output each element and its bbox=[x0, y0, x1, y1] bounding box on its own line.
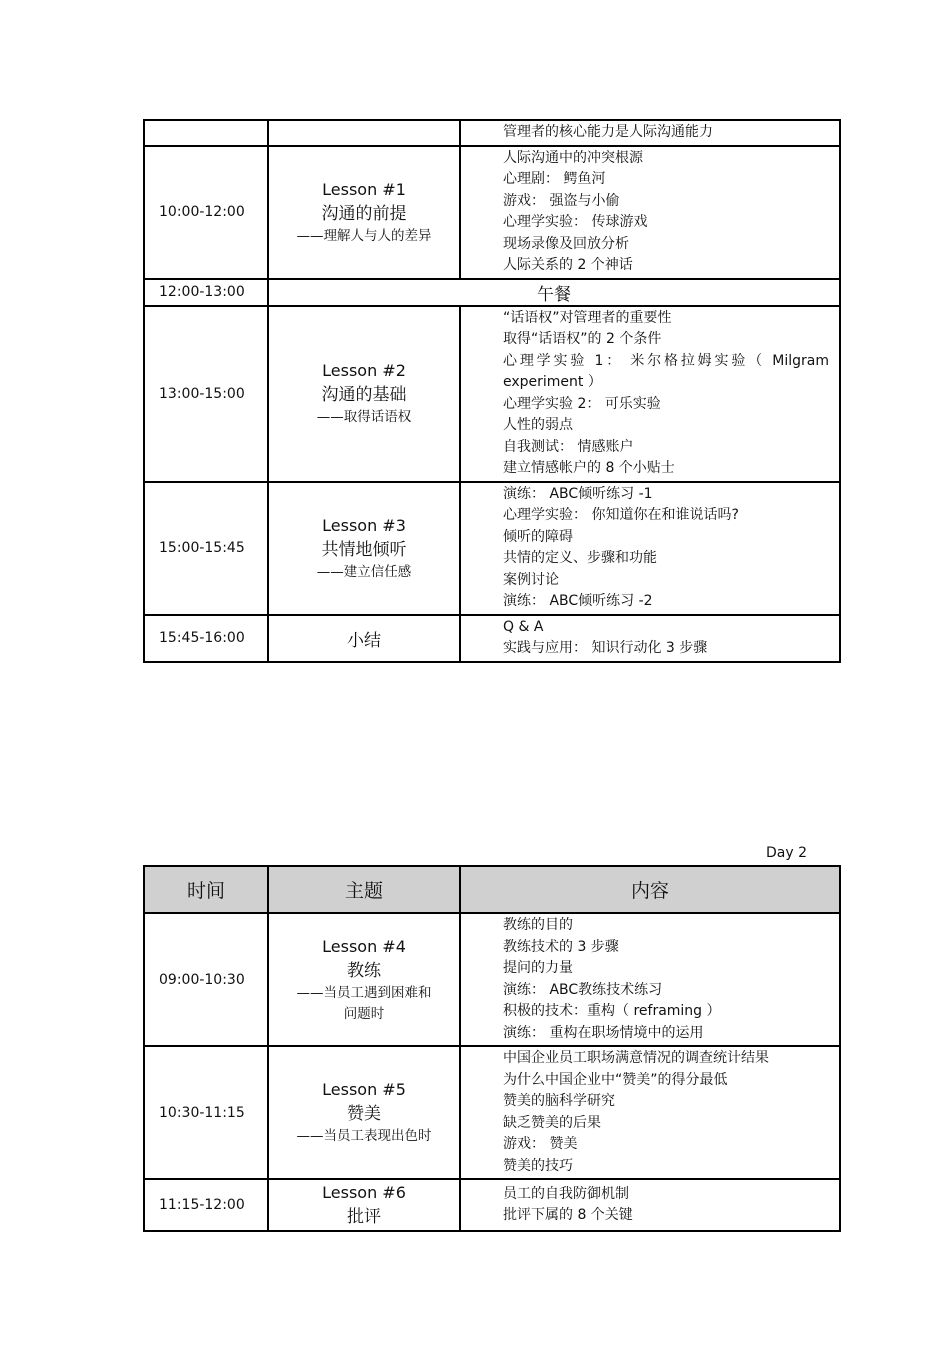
lesson-subtitle: ——当员工表现出色时 bbox=[296, 1128, 432, 1144]
content-cell bbox=[460, 482, 840, 615]
topic-cell bbox=[268, 1179, 460, 1231]
day2-schedule-table bbox=[143, 865, 841, 1232]
day1-schedule-table bbox=[143, 119, 841, 663]
topic-cell bbox=[268, 146, 460, 279]
table-row bbox=[144, 1179, 840, 1231]
lesson-number: Lesson #4 bbox=[322, 936, 406, 956]
content-item: 为什么中国企业中“赞美”的得分最低 bbox=[503, 1071, 728, 1088]
time-cell: 11:15-12:00 bbox=[144, 1179, 268, 1231]
content-item: 心理学实验： 传球游戏 bbox=[503, 214, 648, 230]
content-item: 游戏： 赞美 bbox=[503, 1136, 578, 1152]
content-item: 现场录像及回放分析 bbox=[503, 235, 629, 252]
lesson-number: Lesson #6 bbox=[322, 1183, 406, 1202]
table-header-row bbox=[144, 866, 840, 913]
lesson-number: Lesson #5 bbox=[322, 1080, 406, 1099]
content-cell bbox=[460, 913, 840, 1046]
lesson-title: 沟通的基础 bbox=[321, 385, 407, 405]
content-cell bbox=[460, 146, 840, 279]
content-item: 批评下属的 8 个关键 bbox=[503, 1207, 633, 1223]
lunch-cell: 午餐 bbox=[268, 279, 840, 306]
content-item: Q & A bbox=[503, 618, 544, 635]
content-item: 人际关系的 2 个神话 bbox=[503, 257, 633, 273]
topic-cell bbox=[268, 306, 460, 482]
content-item: 演练： ABC倾听练习 -1 bbox=[503, 485, 653, 502]
content-item: 人际沟通中的冲突根源 bbox=[503, 149, 643, 166]
content-item: 取得“话语权”的 2 个条件 bbox=[503, 331, 662, 347]
content-item: 共情的定义、步骤和功能 bbox=[503, 550, 657, 566]
day-label: Day 2 bbox=[766, 845, 808, 861]
content-item: 心理学实验： 你知道你在和谁说话吗? bbox=[503, 507, 739, 523]
content-item: 赞美的脑科学研究 bbox=[503, 1093, 615, 1109]
content-item: 倾听的障碍 bbox=[503, 528, 573, 545]
topic-cell: 小结 bbox=[268, 615, 460, 662]
time-cell: 15:45-16:00 bbox=[144, 615, 268, 662]
time-cell: 15:00-15:45 bbox=[144, 482, 268, 615]
lesson-title: 教练 bbox=[347, 960, 381, 981]
content-item: 游戏： 强盗与小偷 bbox=[503, 192, 620, 209]
content-item: 赞美的技巧 bbox=[503, 1157, 573, 1174]
content-item: 心理学实验 2： 可乐实验 bbox=[503, 395, 661, 412]
content-item: “话语权”对管理者的重要性 bbox=[503, 309, 672, 326]
content-item: 人性的弱点 bbox=[503, 417, 573, 433]
time-cell: 12:00-13:00 bbox=[144, 279, 268, 306]
content-item: 建立情感帐户的 8 个小贴士 bbox=[503, 460, 675, 476]
content-item: 自我测试： 情感账户 bbox=[503, 438, 634, 455]
content-item: 提问的力量 bbox=[503, 960, 573, 976]
column-header: 时间 bbox=[144, 866, 268, 913]
table-row bbox=[144, 306, 840, 482]
lesson-subtitle: ——理解人与人的差异 bbox=[296, 227, 432, 244]
lesson-number: Lesson #2 bbox=[322, 361, 406, 380]
time-cell bbox=[144, 120, 268, 146]
content-item: experiment ） bbox=[503, 374, 602, 390]
lesson-title: 批评 bbox=[347, 1207, 381, 1227]
lesson-number: Lesson #3 bbox=[322, 515, 406, 535]
content-item: 心理学实验 1： 米尔格拉姆实验（ Milgram bbox=[503, 352, 829, 369]
lesson-subtitle: 问题时 bbox=[343, 1005, 385, 1022]
time-cell: 13:00-15:00 bbox=[144, 306, 268, 482]
time-cell: 10:00-12:00 bbox=[144, 146, 268, 279]
topic-cell bbox=[268, 1046, 460, 1179]
content-item: 案例讨论 bbox=[503, 571, 559, 588]
column-header: 内容 bbox=[460, 866, 840, 913]
content-item: 中国企业员工职场满意情况的调查统计结果 bbox=[503, 1050, 769, 1066]
table-row bbox=[144, 482, 840, 615]
content-item: 演练： 重构在职场情境中的运用 bbox=[503, 1024, 704, 1041]
lesson-title: 赞美 bbox=[347, 1104, 381, 1124]
time-cell: 09:00-10:30 bbox=[144, 913, 268, 1046]
content-item: 教练的目的 bbox=[503, 917, 573, 933]
topic-cell bbox=[268, 120, 460, 146]
content-item: 缺乏赞美的后果 bbox=[503, 1114, 601, 1131]
content-cell bbox=[460, 615, 840, 662]
content-cell bbox=[460, 1046, 840, 1179]
content-cell bbox=[460, 1179, 840, 1231]
content-item: 实践与应用： 知识行动化 3 步骤 bbox=[503, 640, 708, 656]
content-item: 演练： ABC倾听练习 -2 bbox=[503, 593, 653, 609]
lesson-number: Lesson #1 bbox=[322, 179, 406, 199]
topic-cell bbox=[268, 482, 460, 615]
content-cell bbox=[460, 120, 840, 146]
content-cell bbox=[460, 306, 840, 482]
content-item: 积极的技术：重构（ reframing ） bbox=[503, 1003, 721, 1019]
content-item: 心理剧： 鳄鱼河 bbox=[503, 171, 606, 187]
lesson-subtitle: ——取得话语权 bbox=[316, 409, 412, 425]
content-item: 员工的自我防御机制 bbox=[503, 1185, 629, 1202]
column-header: 主题 bbox=[268, 866, 460, 913]
lesson-subtitle: ——建立信任感 bbox=[316, 563, 412, 580]
content-item: 演练： ABC教练技术练习 bbox=[503, 981, 663, 998]
time-cell: 10:30-11:15 bbox=[144, 1046, 268, 1179]
table-row bbox=[144, 913, 840, 1046]
content-item: 管理者的核心能力是人际沟通能力 bbox=[503, 124, 713, 140]
content-item: 教练技术的 3 步骤 bbox=[503, 938, 619, 955]
table-row bbox=[144, 615, 840, 662]
lesson-title: 沟通的前提 bbox=[321, 203, 407, 224]
table-row bbox=[144, 279, 840, 306]
table-row bbox=[144, 1046, 840, 1179]
table-row bbox=[144, 120, 840, 146]
lesson-subtitle: ——当员工遇到困难和 bbox=[296, 984, 432, 1001]
table-row bbox=[144, 146, 840, 279]
topic-cell bbox=[268, 913, 460, 1046]
lesson-title: 共情地倾听 bbox=[321, 539, 407, 560]
